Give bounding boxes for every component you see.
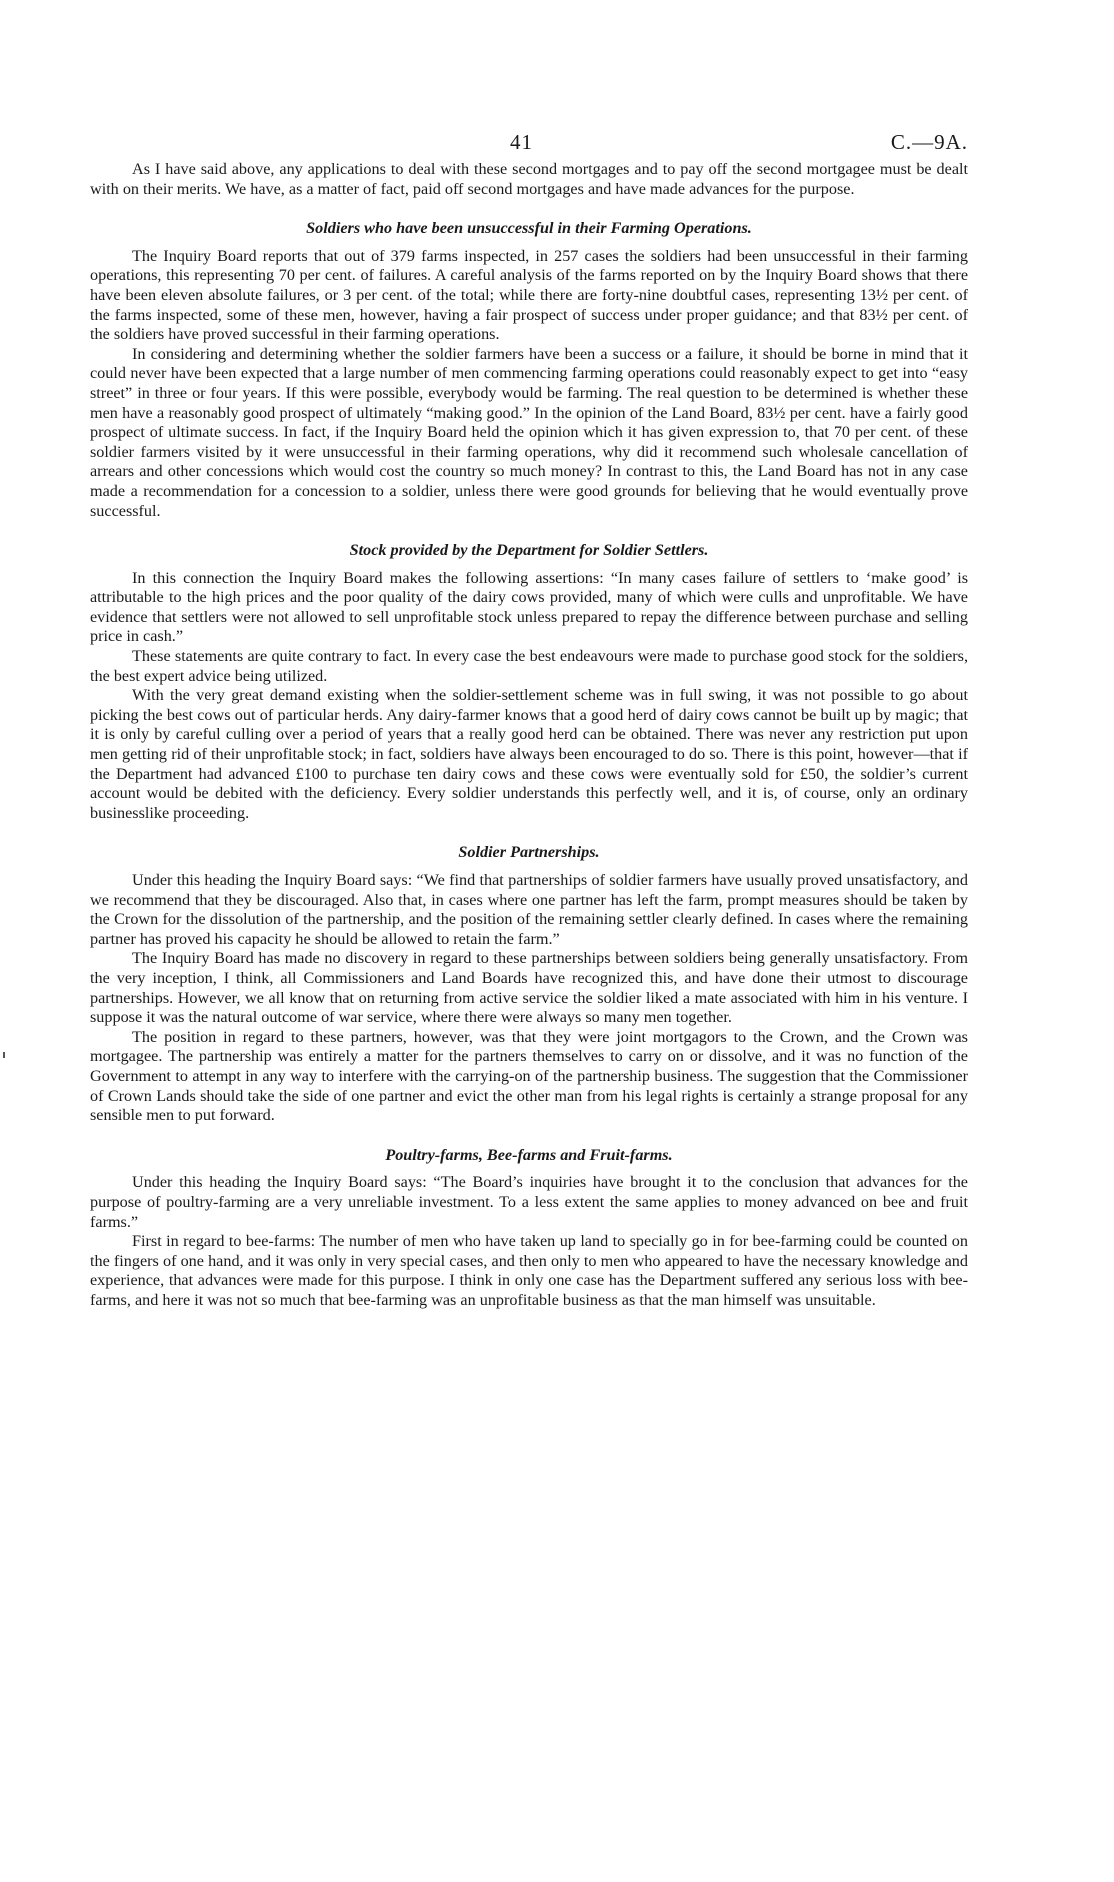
paragraph: The Inquiry Board reports that out of 379 farms inspected, in 257 cases the soldiers had been unsuccessful in their farming operations, this representing 70 per cent. of failures. A careful analysis of the farms reported on by the Inquiry Board shows that there have been eleven absolute failures, or 3 per cent. of the total; while there are forty-nine doubtful cases, representing 13½ per cent. of the farms inspected, some of these men, however, having a fair prospect of success under proper guidance; and that 83½ per cent. of the soldiers have proved successful in their farming operations. [90,246,968,344]
paragraph: Under this heading the Inquiry Board says: “We find that partnerships of soldier farmers have usually proved unsatisfactory, and we recommend that they be discouraged. Also that, in cases where one partner has left the farm, prompt measures should be taken by the Crown for the dissolution of the partnership, and the position of the remaining settler clearly defined. In cases where the remaining partner has proved his capacity he should be allowed to retain the farm.” [90,871,968,948]
page-number: 41 [510,130,533,154]
paragraph: Under this heading the Inquiry Board says: “The Board’s inquiries have brought it to the conclusion that advances for the purpose of poultry-farming are a very unreliable investment. To a less extent the same applies to money advanced on bee and fruit farms.” [90,1173,968,1231]
paragraph: The Inquiry Board has made no discovery in regard to these partnerships between soldiers being generally unsatisfactory. From the very inception, I think, all Commissioners and Land Boards have recognized this, and have done their utmost to discourage partnerships. However, we all know that on returning from active service the soldier liked a mate associated with him in his venture. I suppose it was the natural outcome of war service, where there were always so many men together. [90,949,968,1027]
page-header [90,0,968,160]
paragraph: With the very great demand existing when the soldier-settlement scheme was in full swing, it was not possible to go about picking the best cows out of particular herds. Any dairy-farmer knows that a good herd of dairy cows cannot be built up by magic; that it is only by careful culling over a period of years that a really good herd can be obtained. There was never any restriction put upon men getting rid of their unprofitable stock; in fact, soldiers have always been encouraged to do so. There is this point, however—that if the Department had advanced £100 to purchase ten dairy cows and these cows were eventually sold for £50, the soldier’s current account would be debited with the deficiency. Every soldier understands this perfectly well, and it is, of course, only an ordinary businesslike proceeding. [90,686,968,822]
section-title: Stock provided by the Department for Soldier Settlers. [349,541,709,560]
document-body [90,160,968,1310]
section-unsuccessful-soldiers [90,219,968,521]
section-title: Poultry-farms, Bee-farms and Fruit-farms. [385,1145,673,1164]
document-reference: C.—9A. [890,130,968,154]
section-poultry-bee-fruit-farms [90,1146,968,1311]
paragraph: These statements are quite contrary to fact. In every case the best endeavours were made to purchase good stock for the soldiers, the best expert advice being utilized. [90,647,968,685]
section-title: Soldier Partnerships. [458,843,600,862]
paragraph: The position in regard to these partners, however, was that they were joint mortgagors to the Crown, and the Crown was mortgagee. The partnership was entirely a matter for the partners themselves to carry on or dissolve, and it was no function of the Government to attempt in any way to interfere with the carrying-on of the partnership business. The suggestion that the Commissioner of Crown Lands should take the side of one partner and evict the other man from his legal rights is certainly a strange proposal for any sensible men to put forward. [90,1027,968,1125]
intro-paragraph: As I have said above, any applications to deal with these second mortgages and to pay off the second mortgagee must be dealt with on their merits. We have, as a matter of fact, paid off second mortgages and have made advances for the purpose. [90,160,968,198]
document-page [90,0,968,1310]
section-title: Soldiers who have been unsuccessful in their Farming Operations. [306,219,752,238]
paragraph: In this connection the Inquiry Board makes the following assertions: “In many cases failure of settlers to ‘make good’ is attributable to the high prices and the poor quality of the dairy cows provided, many of which were culls and unprofitable. We have evidence that settlers were not allowed to sell unprofitable stock unless prepared to repay the difference between purchase and selling price in cash.” [90,568,968,646]
margin-mark [3,1052,5,1058]
paragraph: First in regard to bee-farms: The number of men who have taken up land to specially go in for bee-farming could be counted on the fingers of one hand, and it was only in very special cases, and then only to men who appeared to have the necessary knowledge and experience, that advances were made for this purpose. I think in only one case has the Department suffered any serious loss with bee-farms, and here it was not so much that bee-farming was an unprofitable business as that the man himself was unsuitable. [90,1232,968,1309]
section-soldier-partnerships [90,843,968,1125]
section-stock-provided [90,541,968,823]
paragraph: In considering and determining whether the soldier farmers have been a success or a failure, it should be borne in mind that it could never have been expected that a large number of men commencing farming operations could reasonably expect to get into “easy street” in three or four years. If this were possible, everybody would be farming. The real question to be determined is whether these men have a reasonably good prospect of ultimately “making good.” In the opinion of the Land Board, 83½ per cent. have a fairly good prospect of ultimate success. In fact, if the Inquiry Board held the opinion which it has given expression to, that 70 per cent. of these soldier farmers visited by it were unsuccessful in their farming operations, why did it recommend such wholesale cancellation of arrears and other concessions which would cost the country so much money? In contrast to this, the Land Board has not in any case made a recommendation for a concession to a soldier, unless there were good grounds for believing that he would eventually prove successful. [90,344,968,520]
